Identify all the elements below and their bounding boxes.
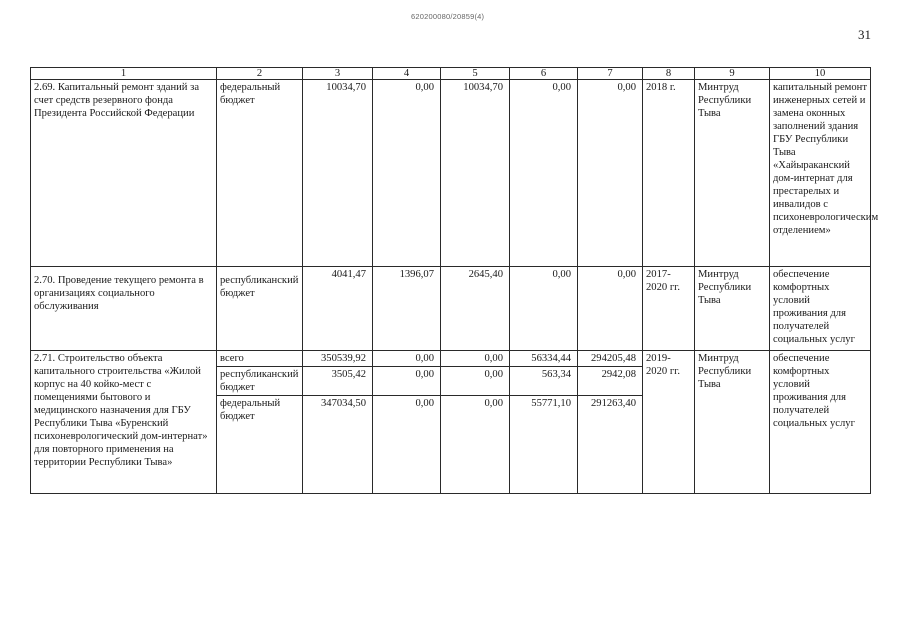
row-2-69-period: 2018 г. <box>643 80 695 267</box>
col-header-2: 2 <box>217 68 303 80</box>
table-row-2-69 <box>31 80 871 267</box>
col-header-10: 10 <box>770 68 871 80</box>
page-number: 31 <box>858 27 871 42</box>
row-2-69-col7: 0,00 <box>578 80 643 267</box>
row-2-71-total-republican: 3505,42 <box>303 367 373 396</box>
row-2-70-source: республиканский бюджет <box>217 267 303 351</box>
row-2-71-col6-all: 56334,44 <box>510 351 578 367</box>
row-2-71-col4-federal: 0,00 <box>373 396 441 494</box>
table-row-2-71-all <box>31 351 871 367</box>
row-2-70-result: обеспечение комфортных условий проживания для получателей социальных услуг <box>770 267 871 351</box>
header-row <box>31 68 871 80</box>
row-2-71-col7-all: 294205,48 <box>578 351 643 367</box>
col-header-3: 3 <box>303 68 373 80</box>
row-2-71-total-all: 350539,92 <box>303 351 373 367</box>
table-row-2-70 <box>31 267 871 351</box>
col-header-9: 9 <box>695 68 770 80</box>
row-2-71-executor: Минтруд Республики Тыва <box>695 351 770 494</box>
row-2-71-col5-republican: 0,00 <box>441 367 510 396</box>
row-2-69-executor: Минтруд Республики Тыва <box>695 80 770 267</box>
row-2-69-result: капитальный ремонт инженерных сетей и замена оконных заполнений здания ГБУ Республики Тыва «Хайыраканский дом-интернат для престарелых и инвалидов с психоневрологическим отделением» <box>770 80 871 267</box>
row-2-71-col7-federal: 291263,40 <box>578 396 643 494</box>
budget-table <box>30 67 879 494</box>
document-code: 620200080/20859(4) <box>411 12 485 21</box>
col-header-5: 5 <box>441 68 510 80</box>
row-2-70-col4: 1396,07 <box>373 267 441 351</box>
col-header-8: 8 <box>643 68 695 80</box>
row-2-71-col7-republican: 2942,08 <box>578 367 643 396</box>
col-header-4: 4 <box>373 68 441 80</box>
row-2-71-col5-all: 0,00 <box>441 351 510 367</box>
row-2-71-period: 2019-2020 гг. <box>643 351 695 494</box>
row-2-71-result: обеспечение комфортных условий проживания для получателей социальных услуг <box>770 351 871 494</box>
row-2-69-title: 2.69. Капитальный ремонт зданий за счет средств резервного фонда Президента Российской Федерации <box>31 80 217 267</box>
col-header-1: 1 <box>31 68 217 80</box>
row-2-71-col6-republican: 563,34 <box>510 367 578 396</box>
row-2-69-source: федеральный бюджет <box>217 80 303 267</box>
row-2-71-col5-federal: 0,00 <box>441 396 510 494</box>
row-2-71-col4-republican: 0,00 <box>373 367 441 396</box>
row-2-70-executor: Минтруд Республики Тыва <box>695 267 770 351</box>
row-2-69-total: 10034,70 <box>303 80 373 267</box>
row-2-70-col7: 0,00 <box>578 267 643 351</box>
row-2-70-total: 4041,47 <box>303 267 373 351</box>
row-2-71-col4-all: 0,00 <box>373 351 441 367</box>
row-2-71-title: 2.71. Строительство объекта капитального строительства «Жилой корпус на 40 койко-мест с помещениями бытового и медицинского назначения для ГБУ Республики Тыва «Буренский психоневрологический дом-интернат» для повторного применения на территории Республики Тыва» <box>31 351 217 494</box>
row-2-71-col6-federal: 55771,10 <box>510 396 578 494</box>
row-2-69-col5: 10034,70 <box>441 80 510 267</box>
row-2-70-period: 2017-2020 гг. <box>643 267 695 351</box>
row-2-71-total-federal: 347034,50 <box>303 396 373 494</box>
row-2-69-col4: 0,00 <box>373 80 441 267</box>
row-2-71-source-all: всего <box>217 351 303 367</box>
row-2-70-col6: 0,00 <box>510 267 578 351</box>
row-2-70-col5: 2645,40 <box>441 267 510 351</box>
row-2-71-source-federal: федеральный бюджет <box>217 396 303 494</box>
row-2-69-col6: 0,00 <box>510 80 578 267</box>
col-header-7: 7 <box>578 68 643 80</box>
col-header-6: 6 <box>510 68 578 80</box>
row-2-71-source-republican: республиканский бюджет <box>217 367 303 396</box>
row-2-70-title: 2.70. Проведение текущего ремонта в организациях социального обслуживания <box>31 267 217 351</box>
